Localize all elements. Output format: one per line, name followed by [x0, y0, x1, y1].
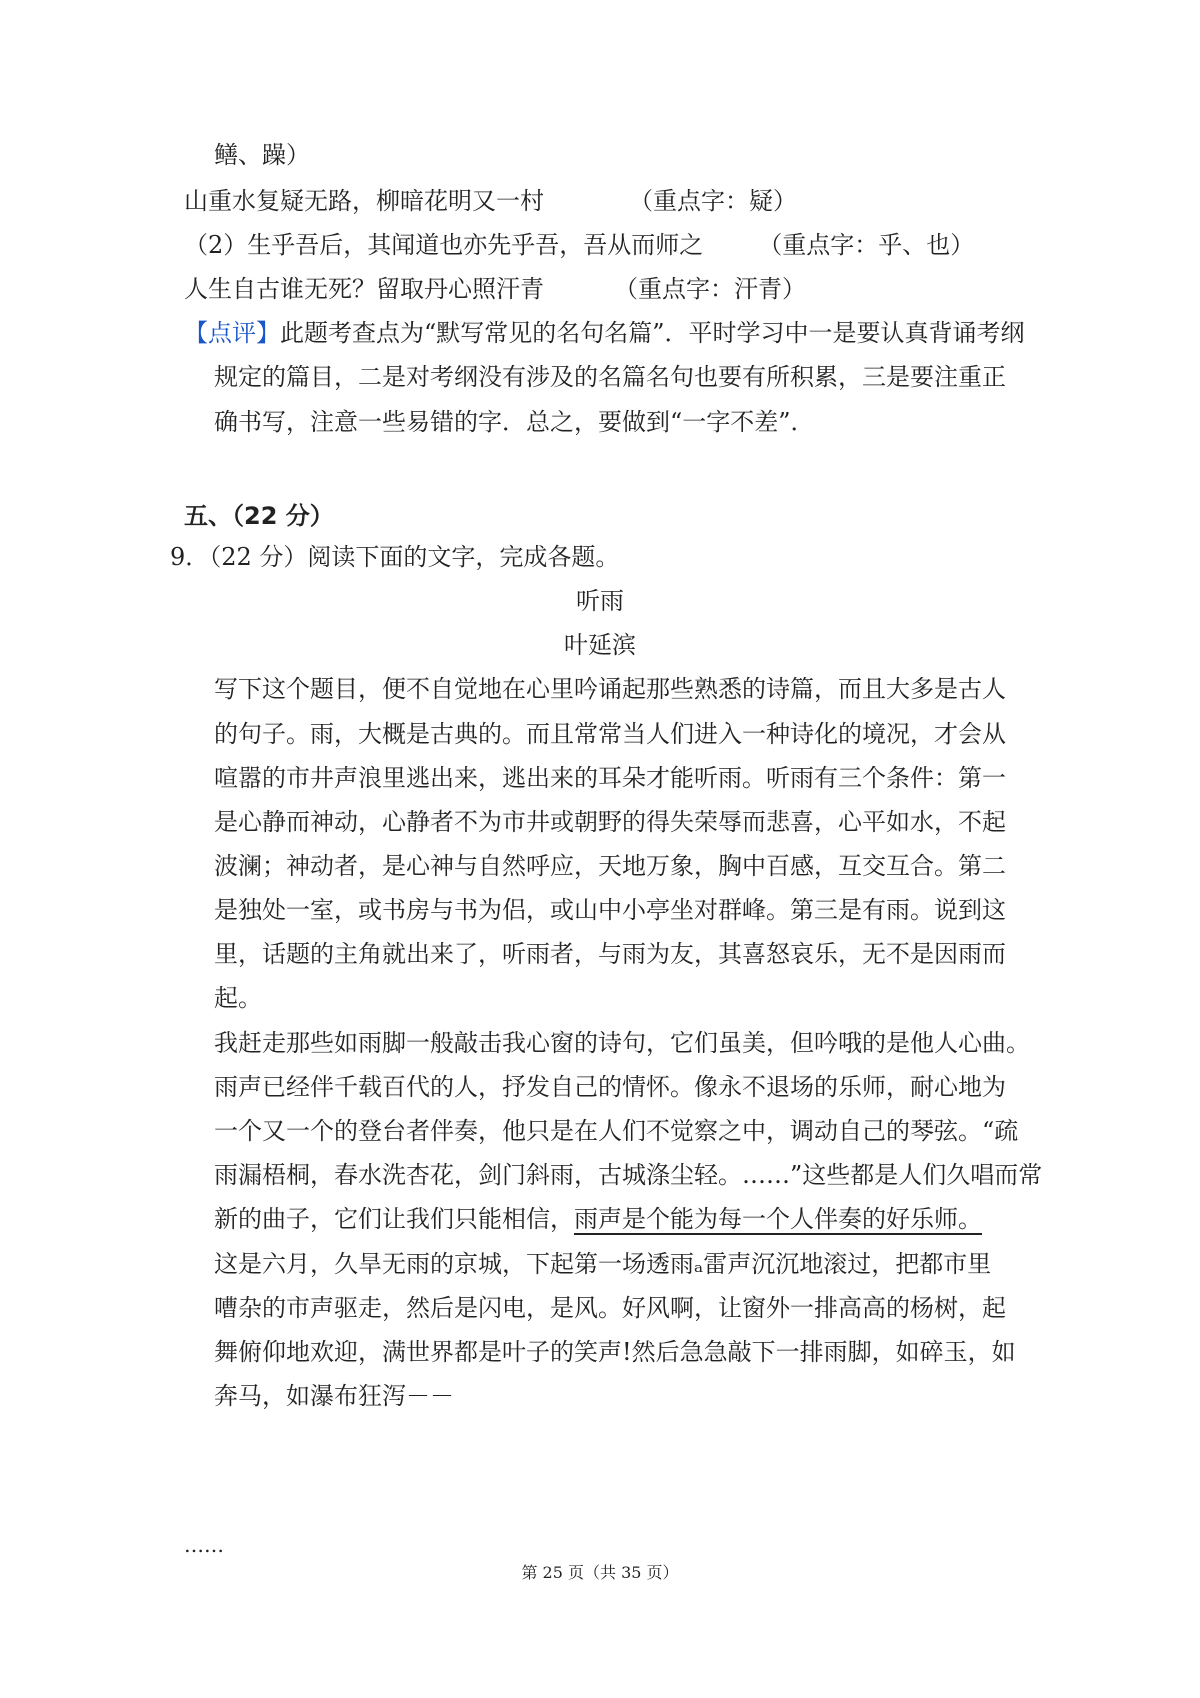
paragraph-line: 一个又一个的登台者伴奏，他只是在人们不觉察之中，调动自己的琴弦。“疏	[214, 1117, 1019, 1145]
paragraph-line: 喧嚣的市井声浪里逃出来，逃出来的耳朵才能听雨。听雨有三个条件：第一	[214, 764, 1006, 792]
essay-title: 听雨	[576, 587, 624, 615]
key-characters: （重点字：乎、也）	[758, 231, 975, 259]
text-line	[184, 228, 974, 262]
underlined-sentence: 雨声是个能为每一个人伴奏的好乐师。	[574, 1205, 982, 1233]
paragraph-line: 写下这个题目，便不自觉地在心里吟诵起那些熟悉的诗篇，而且大多是古人	[214, 675, 1006, 703]
paragraph-line: 是心静而神动，心静者不为市井或朝野的得失荣辱而悲喜，心平如水，不起	[214, 808, 1006, 836]
paragraph-line: 雨声已经伴千载百代的人，抒发自己的情怀。像永不退场的乐师，耐心地为	[214, 1073, 1006, 1101]
paragraph-line: 我赶走那些如雨脚一般敲击我心窗的诗句，它们虽美，但吟哦的是他人心曲。	[214, 1029, 1030, 1057]
paragraph-line: 的句子。雨，大概是古典的。而且常常当人们进入一种诗化的境况，才会从	[214, 720, 1006, 748]
page-footer: 第 25 页（共 35 页）	[521, 1563, 679, 1582]
plain-text: 新的曲子，它们让我们只能相信，	[214, 1205, 574, 1233]
review-tag: 【点评】	[184, 319, 280, 347]
paragraph-line: 是独处一室，或书房与书为侣，或山中小亭坐对群峰。第三是有雨。说到这	[214, 896, 1006, 924]
paragraph-line: 舞俯仰地欢迎，满世界都是叶子的笑声!然后急急敲下一排雨脚，如碎玉，如	[214, 1338, 1016, 1366]
key-characters: （重点字：疑）	[629, 187, 797, 215]
question-prompt: 9．（22 分）阅读下面的文字，完成各题。	[170, 543, 620, 571]
section-heading: 五、（22 分）	[184, 502, 334, 530]
paragraph-line: 起。	[214, 984, 262, 1012]
prose-line: （2）生乎吾后，其闻道也亦先乎吾，吾从而师之	[184, 231, 704, 259]
paragraph-line: 雨漏梧桐，春水洗杏花，剑门斜雨，古城涤尘轻。……”这些都是人们久唱而常	[214, 1161, 1043, 1189]
paragraph-line	[214, 1202, 982, 1236]
text-line	[184, 272, 806, 306]
ellipsis: ……	[184, 1533, 224, 1557]
key-characters: （重点字：汗青）	[614, 275, 806, 303]
text-line	[184, 184, 797, 218]
paragraph-line: 这是六月，久旱无雨的京城，下起第一场透雨ₐ雷声沉沉地滚过，把都市里	[214, 1250, 992, 1278]
paragraph-line: 波澜；神动者，是心神与自然呼应，天地万象，胸中百感，互交互合。第二	[214, 852, 1006, 880]
review-line: 确书写，注意一些易错的字．总之，要做到“一字不差”．	[214, 408, 815, 436]
review-line: 规定的篇目，二是对考纲没有涉及的名篇名句也要有所积累，三是要注重正	[214, 363, 1006, 391]
review-text: 此题考查点为“默写常见的名句名篇”．平时学习中一是要认真背诵考纲	[280, 319, 1025, 347]
paragraph-line: 奔马，如瀑布狂泻－－	[214, 1382, 454, 1410]
essay-author: 叶延滨	[564, 631, 636, 659]
review-line	[184, 316, 1025, 350]
poem-line: 人生自古谁无死？留取丹心照汗青	[184, 275, 544, 303]
paragraph-line: 里，话题的主角就出来了，听雨者，与雨为友，其喜怒哀乐，无不是因雨而	[214, 940, 1006, 968]
paragraph-line: 嘈杂的市声驱走，然后是闪电，是风。好风啊，让窗外一排高高的杨树，起	[214, 1294, 1006, 1322]
text-line: 鳝、躁）	[214, 141, 310, 169]
poem-line: 山重水复疑无路，柳暗花明又一村	[184, 187, 544, 215]
